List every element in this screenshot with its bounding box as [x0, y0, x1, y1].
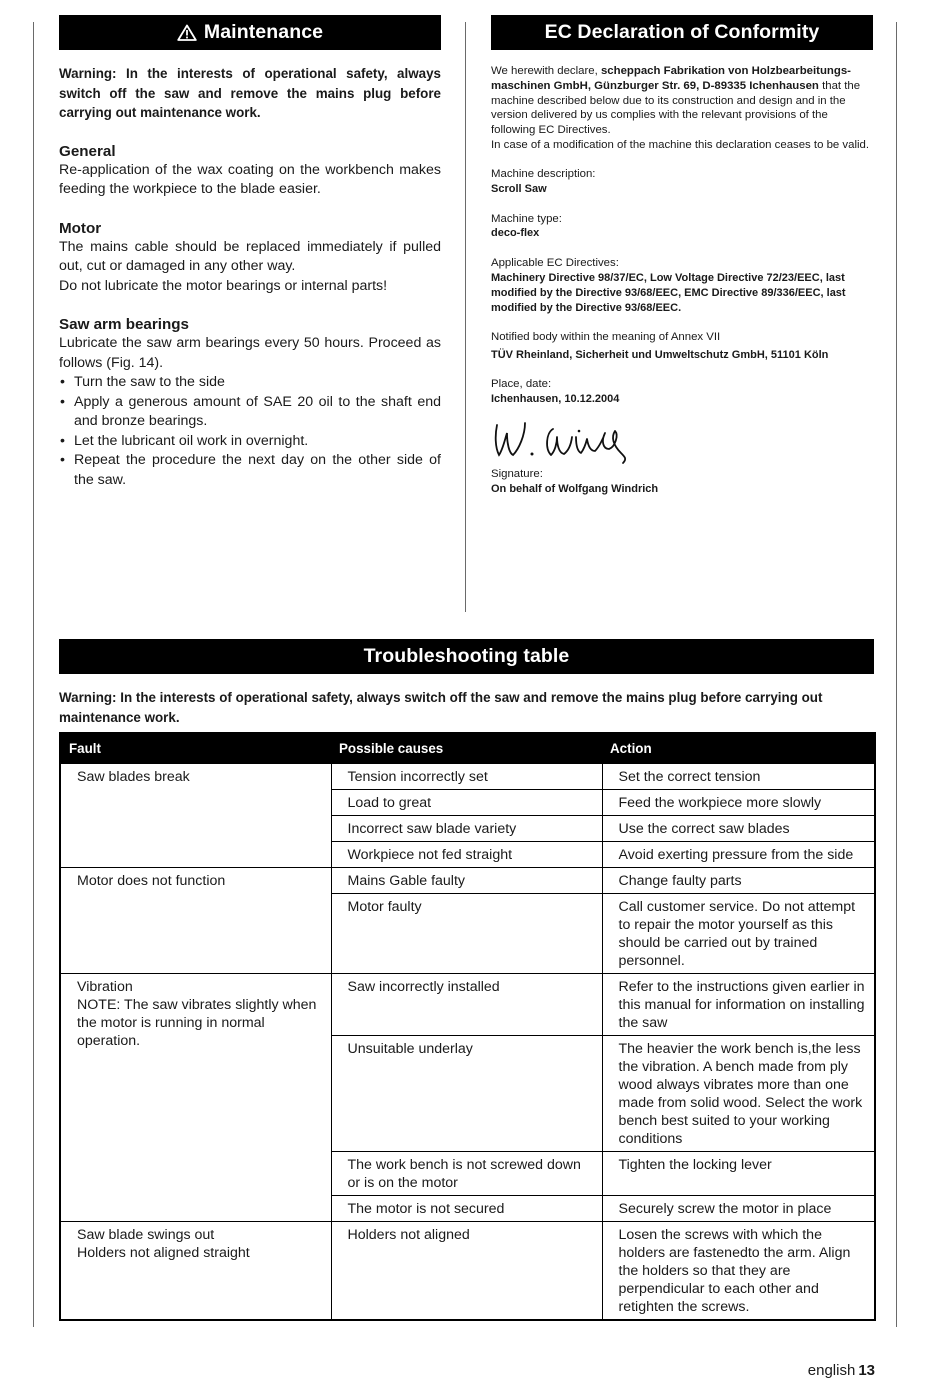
ec-declaration-section: [491, 15, 873, 497]
table-row: [60, 974, 875, 1036]
handwritten-signature: [491, 413, 641, 465]
list-item: • Apply a generous amount of SAE 20 oil to the shaft end and bronze bearings.: [59, 393, 441, 432]
fault-cell: Saw blade swings out Holders not aligned straight: [60, 1222, 331, 1321]
action-cell: Use the correct saw blades: [602, 816, 875, 842]
machine-type-label: Machine type:: [491, 212, 562, 225]
machine-type: deco-flex: [491, 227, 540, 240]
motor-text-2: Do not lubricate the motor bearings or internal parts!: [59, 277, 388, 294]
maintenance-section: [59, 15, 441, 490]
ec-intro-2: In case of a modification of the machine this declaration ceases to be valid.: [491, 138, 870, 151]
signature-label: Signature:: [491, 468, 543, 481]
troubleshooting-title-bar: [59, 639, 874, 674]
directives-label: Applicable EC Directives:: [491, 256, 619, 269]
general-heading: General: [59, 142, 116, 160]
table-row: [60, 868, 875, 894]
cause-cell: Mains Gable faulty: [331, 868, 602, 894]
action-cell: Securely screw the motor in place: [602, 1196, 875, 1222]
column-header-causes: Possible causes: [331, 733, 602, 764]
page-number: 13: [858, 1362, 875, 1379]
left-margin-line: [33, 22, 34, 1327]
ec-title: EC Declaration of Conformity: [544, 21, 820, 43]
troubleshooting-warning: Warning: In the interests of operational safety, always switch off the saw and remove the mains plug before carrying out maintenance work.: [59, 690, 823, 725]
motor-text: The mains cable should be replaced immediately if pulled out, cut or damaged in any other way.: [59, 238, 441, 274]
troubleshooting-table: [59, 732, 876, 1321]
bearing-steps-list: [59, 373, 441, 490]
maintenance-title: Maintenance: [203, 21, 324, 43]
troubleshooting-section: [59, 639, 874, 1321]
ec-intro-suffix: that the machine described below due to its construction and design and in the version delivered by us complies with the relevant provisions of the following EC Directives.: [491, 79, 861, 137]
place-date-label: Place, date:: [491, 378, 552, 391]
ec-company: scheppach Fabrikation von Holzbearbeitungs-maschinen GmbH, Günzburger Str. 69, D-89335 Ichenhausen: [491, 65, 851, 92]
signature-name: On behalf of Wolfgang Windrich: [491, 483, 659, 496]
cause-cell: Motor faulty: [331, 894, 602, 974]
page-footer: [808, 1362, 875, 1379]
ec-title-bar: [491, 15, 873, 50]
motor-heading: Motor: [59, 219, 102, 237]
troubleshooting-title: Troubleshooting table: [363, 645, 570, 667]
cause-cell: Unsuitable underlay: [331, 1036, 602, 1152]
action-cell: Tighten the locking lever: [602, 1152, 875, 1196]
cause-cell: Incorrect saw blade variety: [331, 816, 602, 842]
column-header-action: Action: [602, 733, 875, 764]
cause-cell: The motor is not secured: [331, 1196, 602, 1222]
action-cell: Set the correct tension: [602, 764, 875, 790]
list-item: • Turn the saw to the side: [59, 373, 441, 393]
saw-arm-bearings-heading: Saw arm bearings: [59, 316, 189, 333]
cause-cell: Tension incorrectly set: [331, 764, 602, 790]
footer-language: english: [807, 1362, 856, 1379]
cause-cell: Load to great: [331, 790, 602, 816]
saw-arm-bearings-text: Lubricate the saw arm bearings every 50 hours. Proceed as follows (Fig. 14).: [59, 335, 441, 371]
right-margin-line: [896, 22, 897, 1327]
action-cell: Call customer service. Do not attempt to repair the motor yourself as this should be carried out by trained personnel.: [602, 894, 875, 974]
action-cell: Avoid exerting pressure from the side: [602, 842, 875, 868]
list-item: • Let the lubricant oil work in overnight.: [59, 432, 441, 452]
notified-body: TÜV Rheinland, Sicherheit und Umweltschutz GmbH, 51101 Köln: [491, 348, 829, 361]
action-cell: Change faulty parts: [602, 868, 875, 894]
machine-description: Scroll Saw: [491, 183, 547, 196]
cause-cell: Saw incorrectly installed: [331, 974, 602, 1036]
fault-cell: Motor does not function: [60, 868, 331, 974]
action-cell: The heavier the work bench is,the less the vibration. A bench made from ply wood always vibrates more than one made from solid wood. Select the work bench best suited to your working conditions: [602, 1036, 875, 1152]
cause-cell: The work bench is not screwed down or is on the motor: [331, 1152, 602, 1196]
place-date: Ichenhausen, 10.12.2004: [491, 393, 620, 406]
fault-cell: Vibration NOTE: The saw vibrates slightly when the motor is running in normal operation.: [60, 974, 331, 1222]
action-cell: Losen the screws with which the holders are fastenedto the arm. Align the holders so that they are perpendicular to each other and retighten the screws.: [602, 1222, 875, 1321]
column-header-fault: Fault: [60, 733, 331, 764]
table-header-row: [60, 733, 875, 764]
action-cell: Feed the workpiece more slowly: [602, 790, 875, 816]
table-row: [60, 764, 875, 790]
action-cell: Refer to the instructions given earlier in this manual for information on installing the saw: [602, 974, 875, 1036]
warning-triangle-icon: [177, 24, 197, 41]
maintenance-warning: Warning: In the interests of operational safety, always switch off the saw and remove the mains plug before carrying out maintenance work.: [59, 66, 441, 120]
column-divider-line: [465, 22, 466, 612]
machine-description-label: Machine description:: [491, 168, 596, 181]
list-item: • Repeat the procedure the next day on the other side of the saw.: [59, 451, 441, 490]
table-row: [60, 1222, 875, 1321]
ec-intro-prefix: We herewith declare,: [491, 65, 601, 77]
cause-cell: Workpiece not fed straight: [331, 842, 602, 868]
notified-body-label: Notified body within the meaning of Annex VII: [491, 331, 721, 344]
directives: Machinery Directive 98/37/EC, Low Voltage Directive 72/23/EEC, last modified by the Directive 93/68/EEC, EMC Directive 89/336/EEC, last modified by the Directive 93/68/EEC.: [491, 271, 846, 314]
cause-cell: Holders not aligned: [331, 1222, 602, 1321]
general-text: Re-application of the wax coating on the workbench makes feeding the workpiece to the blade easier.: [59, 161, 441, 197]
maintenance-title-bar: [59, 15, 441, 50]
fault-cell: Saw blades break: [60, 764, 331, 868]
ec-intro: [491, 64, 873, 138]
